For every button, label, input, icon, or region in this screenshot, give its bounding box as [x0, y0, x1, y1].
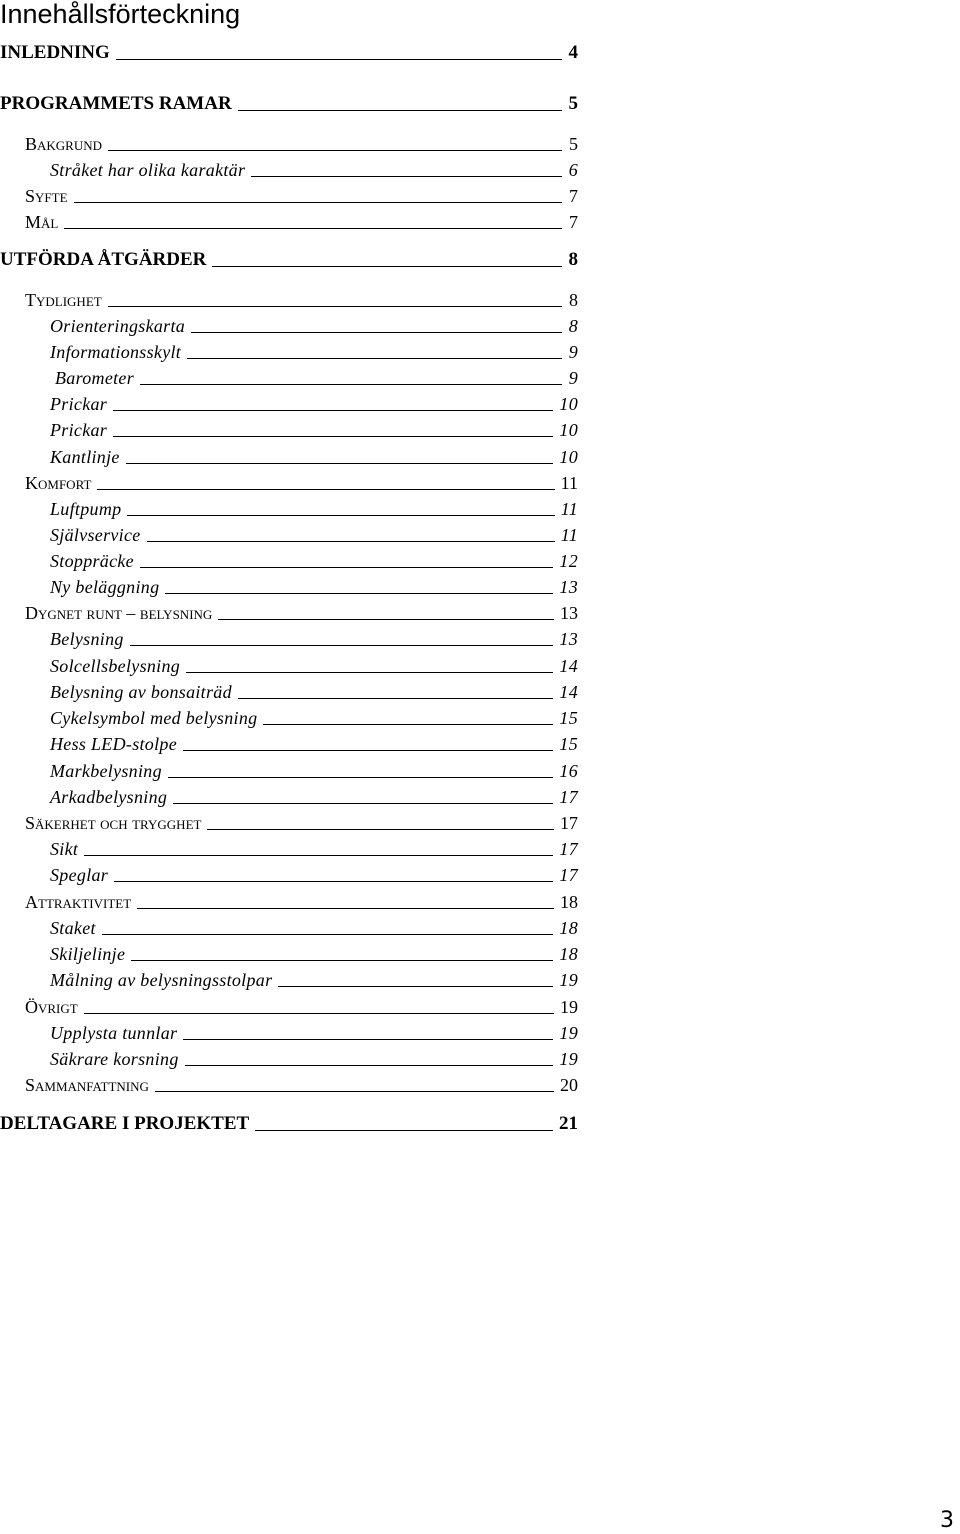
toc-leader-line — [126, 463, 554, 464]
toc-leader-line — [113, 436, 553, 437]
toc-leader-line — [187, 358, 562, 359]
toc-entry-label: Mål — [25, 212, 59, 232]
toc-entry[interactable] — [50, 760, 578, 782]
toc-entry-page: 17 — [559, 839, 578, 859]
toc-entry-label: Prickar — [50, 394, 108, 414]
toc-entry-page: 11 — [560, 499, 578, 519]
toc-entry[interactable] — [50, 1048, 578, 1070]
toc-leader-line — [207, 829, 554, 830]
toc-leader-line — [64, 228, 562, 229]
toc-entry-label: Skiljelinje — [50, 944, 126, 964]
toc-entry-label: Hess LED-stolpe — [50, 734, 177, 754]
toc-entry-label: Dygnet runt – belysning — [25, 603, 213, 623]
toc-leader-line — [140, 384, 562, 385]
toc-entry[interactable] — [50, 419, 578, 441]
toc-leader-line — [114, 881, 553, 882]
toc-entry-label: Tydlighet — [25, 290, 102, 310]
toc-leader-line — [131, 960, 553, 961]
toc-entry-page: 11 — [560, 525, 578, 545]
toc-entry-label: Upplysta tunnlar — [50, 1023, 178, 1043]
toc-entry-page: 19 — [560, 997, 578, 1017]
toc-entry-page: 21 — [559, 1113, 578, 1134]
toc-entry-page: 18 — [559, 944, 578, 964]
toc-leader-line — [137, 908, 554, 909]
toc-entry-label: Sammanfattning — [25, 1075, 149, 1095]
toc-leader-line — [251, 176, 562, 177]
toc-entry-page: 17 — [559, 787, 578, 807]
toc-entry[interactable] — [25, 211, 578, 233]
toc-entry-label: Belysning — [50, 629, 124, 649]
toc-entry-label: Speglar — [50, 865, 109, 885]
toc-entry-page: 14 — [559, 682, 578, 702]
toc-leader-line — [185, 1065, 554, 1066]
toc-entry-page: 15 — [559, 734, 578, 754]
toc-entry[interactable] — [50, 943, 578, 965]
toc-leader-line — [173, 803, 553, 804]
toc-entry-page: 9 — [568, 342, 578, 362]
toc-leader-line — [278, 986, 553, 987]
toc-leader-line — [263, 724, 553, 725]
toc-leader-line — [113, 410, 553, 411]
toc-entry-label: Bakgrund — [25, 134, 103, 154]
toc-entry[interactable] — [50, 393, 578, 415]
toc-entry-page: 8 — [568, 249, 578, 270]
toc-leader-line — [183, 1039, 553, 1040]
toc-entry-page: 15 — [559, 708, 578, 728]
toc-entry[interactable] — [50, 550, 578, 572]
toc-entry-label: Arkadbelysning — [50, 787, 168, 807]
toc-entry-label: DELTAGARE I PROJEKTET — [0, 1113, 250, 1134]
toc-entry[interactable] — [50, 498, 578, 520]
toc-leader-line — [255, 1130, 553, 1131]
toc-entry[interactable] — [0, 249, 578, 271]
toc-entry[interactable] — [25, 891, 578, 913]
toc-entry-page: 7 — [569, 212, 578, 232]
toc-leader-line — [84, 855, 553, 856]
toc-entry[interactable] — [50, 864, 578, 886]
toc-entry-label: Komfort — [25, 473, 92, 493]
toc-entry-page: 7 — [569, 186, 578, 206]
toc-leader-line — [74, 202, 562, 203]
toc-entry-label: Målning av belysningsstolpar — [50, 970, 273, 990]
toc-entry[interactable] — [50, 733, 578, 755]
toc-entry-label: Orienteringskarta — [50, 316, 186, 336]
toc-entry-page: 20 — [560, 1075, 578, 1095]
toc-leader-line — [191, 332, 562, 333]
toc-entry-page: 10 — [559, 447, 578, 467]
toc-entry-label: Cykelsymbol med belysning — [50, 708, 258, 728]
toc-entry[interactable] — [50, 341, 578, 363]
toc-entry-label: PROGRAMMETS RAMAR — [0, 93, 232, 114]
toc-entry-label: Övrigt — [25, 997, 78, 1017]
toc-entry-label: Säkrare korsning — [50, 1049, 179, 1069]
toc-entry[interactable] — [50, 315, 578, 337]
toc-entry[interactable] — [50, 159, 578, 181]
toc-entry-label: Solcellsbelysning — [50, 656, 181, 676]
toc-entry[interactable] — [50, 1022, 578, 1044]
toc-entry-page: 18 — [560, 892, 578, 912]
toc-entry[interactable] — [50, 786, 578, 808]
toc-entry[interactable] — [25, 185, 578, 207]
toc-leader-line — [168, 777, 554, 778]
toc-entry-page: 13 — [559, 577, 578, 597]
toc-entry[interactable] — [25, 289, 578, 311]
toc-entry-page: 5 — [569, 134, 578, 154]
toc-leader-line — [186, 672, 553, 673]
toc-entry[interactable] — [55, 367, 578, 389]
toc-entry-label: INLEDNING — [0, 42, 110, 63]
toc-leader-line — [108, 150, 562, 151]
toc-leader-line — [127, 515, 554, 516]
toc-entry-page: 17 — [560, 813, 578, 833]
toc-entry[interactable] — [50, 628, 578, 650]
toc-leader-line — [218, 619, 554, 620]
toc-leader-line — [108, 306, 562, 307]
toc-entry-label: Staket — [50, 918, 96, 938]
toc-entry[interactable] — [50, 576, 578, 598]
toc-entry[interactable] — [50, 917, 578, 939]
toc-entry[interactable] — [50, 655, 578, 677]
toc-entry[interactable] — [50, 969, 578, 991]
toc-entry-label: Stråket har olika karaktär — [50, 160, 246, 180]
toc-entry-page: 8 — [568, 316, 578, 336]
toc-entry[interactable] — [25, 812, 578, 834]
toc-entry-label: Ny beläggning — [50, 577, 160, 597]
toc-entry-label: Syfte — [25, 186, 68, 206]
toc-entry-page: 13 — [559, 629, 578, 649]
toc-leader-line — [97, 489, 554, 490]
toc-entry[interactable] — [50, 838, 578, 860]
toc-entry-page: 19 — [559, 1049, 578, 1069]
toc-entry-label: Säkerhet och trygghet — [25, 813, 202, 833]
toc-leader-line — [155, 1091, 554, 1092]
page-number: 3 — [940, 1508, 954, 1533]
toc-entry[interactable] — [25, 1074, 578, 1096]
toc-leader-line — [147, 541, 555, 542]
toc-entry-page: 18 — [559, 918, 578, 938]
toc-entry[interactable] — [25, 996, 578, 1018]
toc-entry-page: 16 — [559, 761, 578, 781]
toc-entry-label: Kantlinje — [50, 447, 120, 467]
toc-entry-label: UTFÖRDA ÅTGÄRDER — [0, 249, 207, 270]
toc-leader-line — [130, 645, 554, 646]
toc-entry-label: Belysning av bonsaiträd — [50, 682, 232, 702]
toc-leader-line — [212, 266, 562, 267]
toc-entry-page: 19 — [559, 1023, 578, 1043]
toc-entry-page: 10 — [559, 420, 578, 440]
toc-entry[interactable] — [25, 472, 578, 494]
toc-leader-line — [140, 567, 553, 568]
toc-entry-page: 13 — [560, 603, 578, 623]
toc-entry-label: Luftpump — [50, 499, 122, 519]
page-title: Innehållsförteckning — [0, 0, 241, 29]
toc-entry-label: Prickar — [50, 420, 108, 440]
toc-entry-label: Attraktivitet — [25, 892, 132, 912]
toc-entry-label: Sikt — [50, 839, 79, 859]
toc-entry[interactable] — [0, 93, 578, 115]
toc-entry[interactable] — [50, 446, 578, 468]
toc-entry[interactable] — [25, 602, 578, 624]
toc-entry[interactable] — [0, 42, 578, 64]
toc-entry-label: Stoppräcke — [50, 551, 134, 571]
toc-entry-label: Informationsskylt — [50, 342, 182, 362]
toc-entry-page: 4 — [568, 42, 578, 63]
toc-leader-line — [238, 698, 554, 699]
toc-leader-line — [116, 59, 562, 60]
toc-entry[interactable] — [50, 524, 578, 546]
toc-entry[interactable] — [25, 133, 578, 155]
toc-leader-line — [183, 750, 553, 751]
toc-entry-page: 17 — [559, 865, 578, 885]
toc-entry-page: 9 — [568, 368, 578, 388]
toc-entry-page: 8 — [569, 290, 578, 310]
toc-entry-page: 14 — [559, 656, 578, 676]
toc-entry-page: 19 — [559, 970, 578, 990]
toc-entry-label: Självservice — [50, 525, 141, 545]
toc-entry-label: Barometer — [55, 368, 135, 388]
toc-entry-page: 10 — [559, 394, 578, 414]
toc-leader-line — [165, 593, 553, 594]
toc-entry-page: 5 — [568, 93, 578, 114]
toc-entry[interactable] — [0, 1113, 578, 1135]
toc-entry[interactable] — [50, 681, 578, 703]
toc-leader-line — [102, 934, 554, 935]
toc-entry-page: 11 — [560, 473, 578, 493]
toc-entry[interactable] — [50, 707, 578, 729]
toc-entry-label: Markbelysning — [50, 761, 162, 781]
toc-leader-line — [238, 110, 562, 111]
toc-leader-line — [84, 1013, 554, 1014]
toc-entry-page: 12 — [559, 551, 578, 571]
toc-entry-page: 6 — [568, 160, 578, 180]
